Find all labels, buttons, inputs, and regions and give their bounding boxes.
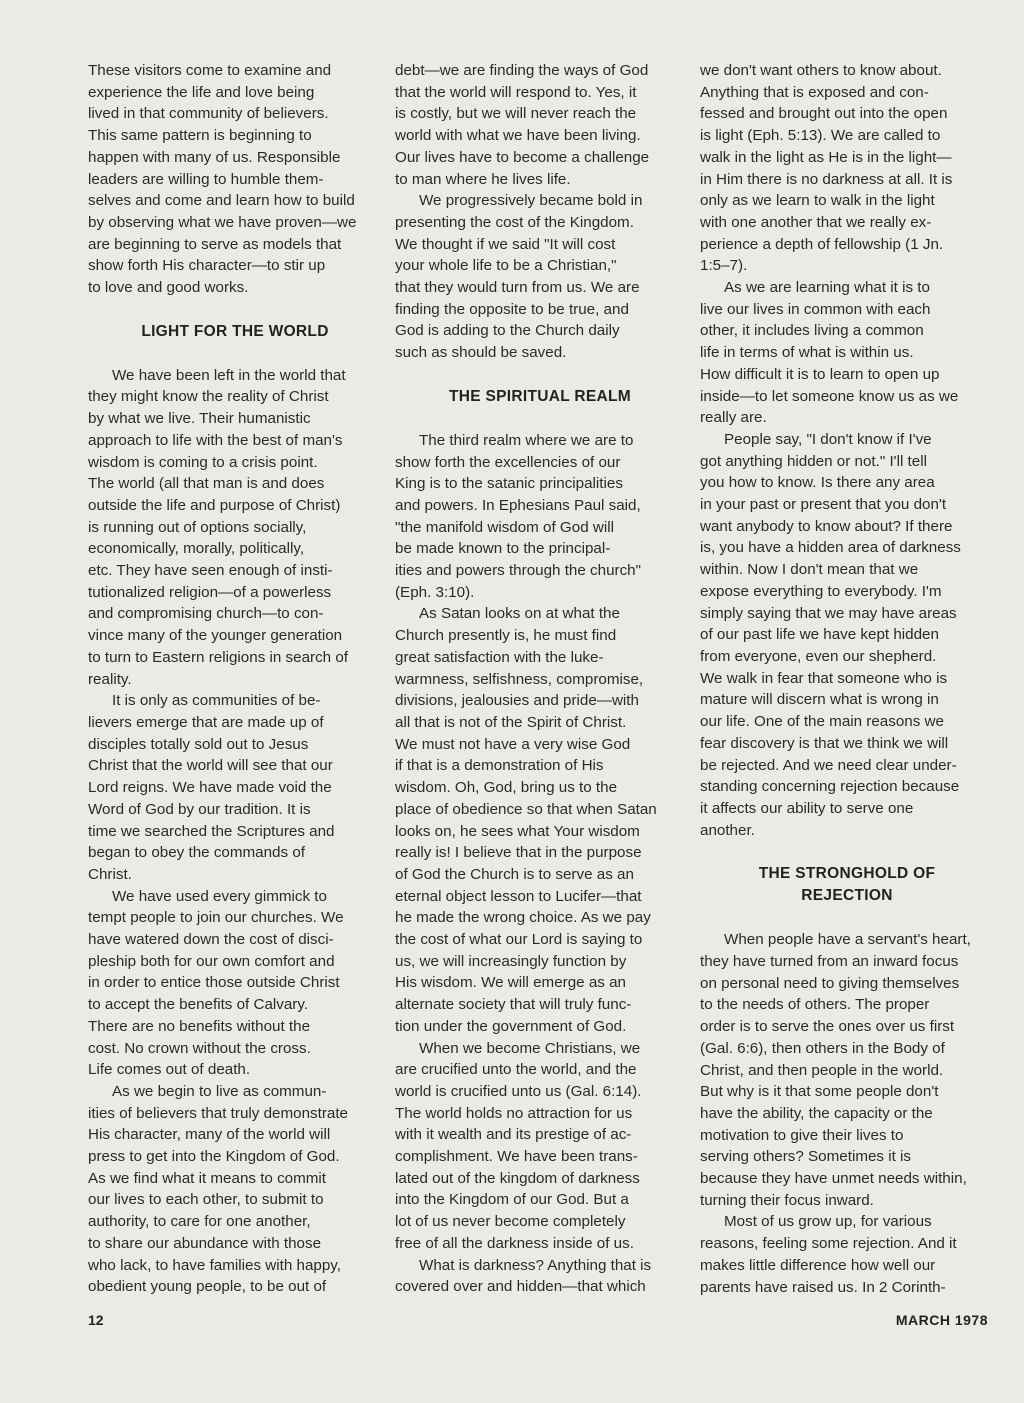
paragraph: People say, "I don't know if I've got anything hidden or not." I'll tell you how to know. Is there any area in your past or present that you don't want anybody to know about? If there is, you have a hidden area of darkness within. Now I don't mean that we expose everything to everybody. I'm simply saying that we may have areas of our past life we have kept hidden from everyone, even our shepherd. We walk in fear that someone who is mature will discern what is wrong in our life. One of the main reasons we fear discovery is that we think we will be rejected. And we need clear under- standing concerning rejection because it affects our ability to serve one another. <box>700 430 961 839</box>
paragraph: As we begin to live as commun- ities of believers that truly demonstrate His character, many of the world will press to get into the Kingdom of God. As we find what it means to commit our lives to each other, to submit to authority, to care for one another, to share our abundance with those who lack, to have families with happy, obedient young people, to be out of <box>88 1082 348 1296</box>
paragraph: These visitors come to examine and experience the life and love being lived in that community of believers. This same pattern is beginning to happen with many of us. Responsible leaders are willing to humble them- selves and come and learn how to build by observing what we have proven—we are beginning to serve as models that show forth His character—to stir up to love and good works. <box>88 62 357 297</box>
paragraph: What is darkness? Anything that is covered over and hidden—that which <box>395 1256 652 1296</box>
paragraph: Most of us grow up, for various reasons, feeling some rejection. And it makes little difference how well our parents have raised us. In 2 Corinth- <box>700 1213 957 1296</box>
paragraph: We have used every gimmick to tempt people to join our churches. We have watered down the cost of disci- pleship both for our own comfort and in order to entice those outside Christ to accept the benefits of Calvary. There are no benefits without the cost. No crown without the cross. Life comes out of death. <box>88 887 344 1079</box>
paragraph: debt—we are finding the ways of God that the world will respond to. Yes, it is costly, but we will never reach the world with what we have been living. Our lives have to become a challenge to man where he lives life. <box>395 62 650 188</box>
paragraph: As we are learning what it is to live our lives in common with each other, it includes living a common life in terms of what is within us. How difficult it is to learn to open up inside—to let someone know us as we really are. <box>700 279 959 427</box>
section-heading: LIGHT FOR THE WORLD <box>141 322 329 340</box>
section-heading: THE STRONGHOLD OF REJECTION <box>758 865 936 905</box>
column-3 <box>700 60 994 1298</box>
section-heading: THE SPIRITUAL REALM <box>449 387 631 405</box>
page-number: 12 <box>88 1312 104 1328</box>
paragraph: we don't want others to know about. Anything that is exposed and con- fessed and brought out into the open is light (Eph. 5:13). We are called to walk in the light as He is in the light— in Him there is no darkness at all. It is only as we learn to walk in the light with one another that we really ex- perience a depth of fellowship (1 Jn. 1:5–7). <box>700 62 953 275</box>
paragraph: It is only as communities of be- lievers emerge that are made up of disciples totally sold out to Jesus Christ that the world will see that our Lord reigns. We have made void the Word of God by our tradition. It is time we searched the Scriptures and began to obey the commands of Christ. <box>88 692 335 883</box>
column-1 <box>88 60 382 1298</box>
paragraph: We progressively became bold in presenting the cost of the Kingdom. We thought if we said "It will cost your whole life to be a Christian," that they would turn from us. We are finding the opposite to be true, and God is adding to the Church daily such as should be saved. <box>395 192 643 362</box>
issue-date: MARCH 1978 <box>895 1312 988 1328</box>
paragraph: When people have a servant's heart, they have turned from an inward focus on personal need to giving themselves to the needs of others. The proper order is to serve the ones over us first (Gal. 6:6), then others in the Body of Christ, and then people in the world. But why is it that some people don't have the ability, the capacity or the motivation to give their lives to serving others? Sometimes it is because they have unmet needs within, turning their focus inward. <box>700 931 971 1209</box>
paragraph: When we become Christians, we are crucified unto the world, and the world is crucified unto us (Gal. 6:14). The world holds no attraction for us with it wealth and its prestige of ac- complishment. We have been trans- lated out of the kingdom of darkness into the Kingdom of our God. But a lot of us never become completely free of all the darkness inside of us. <box>395 1039 642 1252</box>
column-2 <box>395 60 685 1298</box>
paragraph: The third realm where we are to show forth the excellencies of our King is to the satanic principalities and powers. In Ephesians Paul said, "the manifold wisdom of God will be made known to the principal- ities and powers through the church" (Eph. 3:10). <box>395 431 642 601</box>
paragraph: As Satan looks on at what the Church presently is, he must find great satisfaction with the luke- warmness, selfishness, compromise, divisions, jealousies and pride—with all that is not of the Spirit of Christ. We must not have a very wise God if that is a demonstration of His wisdom. Oh, God, bring us to the place of obedience so that when Satan looks on, he sees what Your wisdom really is! I believe that in the purpose of God the Church is to serve as an eternal object lesson to Lucifer—that he made the wrong choice. As we pay the cost of what our Lord is saying to us, we will increasingly function by His wisdom. We will emerge as an alternate society that will truly func- tion under the government of God. <box>395 605 657 1035</box>
paragraph: We have been left in the world that they might know the reality of Christ by what we live. Their humanistic approach to life with the best of man's wisdom is coming to a crisis point. The world (all that man is and does outside the life and purpose of Christ) is running out of options socially, economically, morally, politically, etc. They have seen enough of insti- tutionalized religion—of a powerless and compromising church—to con- vince many of the younger generation to turn to Eastern religions in search of reality. <box>88 366 349 688</box>
